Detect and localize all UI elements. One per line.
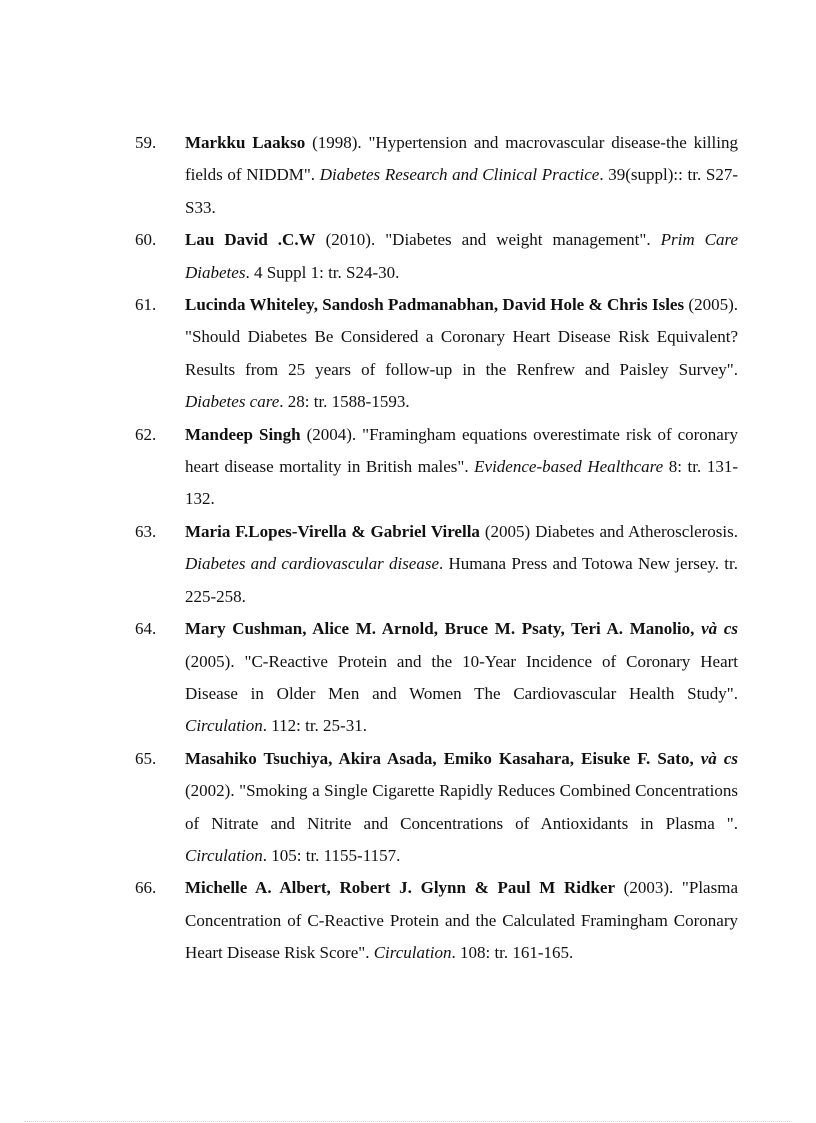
reference-authors: Lucinda Whiteley, Sandosh Padmanabhan, David Hole & Chris Isles xyxy=(185,295,685,315)
reference-title: (2005). "C-Reactive Protein and the 10-Year Incidence of Coronary Heart Disease in Older Men and Women The Cardiovascular Health Study". xyxy=(185,651,738,703)
reference-title: (2005) Diabetes and Atherosclerosis. xyxy=(479,521,738,541)
reference-journal: Diabetes care xyxy=(185,392,280,412)
reference-item xyxy=(0,127,816,224)
reference-item xyxy=(0,419,816,516)
reference-text xyxy=(185,516,738,613)
reference-pages: . 108: tr. 161-165. xyxy=(451,943,574,963)
reference-pages: . 105: tr. 1155-1157. xyxy=(262,845,401,865)
reference-number: 64. xyxy=(135,619,157,639)
reference-number: 66. xyxy=(135,878,157,898)
reference-number: 62. xyxy=(135,424,157,444)
reference-et-al: và cs xyxy=(693,748,738,768)
reference-list xyxy=(0,127,816,970)
reference-journal: Evidence-based Healthcare xyxy=(474,457,664,477)
reference-pages: . 39(suppl):: tr. S27-S33. xyxy=(185,165,738,217)
reference-title: (2002). "Smoking a Single Cigarette Rapidly Reduces Combined Concentrations of Nitrate and Nitrite and Concentrations of Antioxidants in Plasma ". xyxy=(185,781,738,833)
reference-number: 65. xyxy=(135,748,157,768)
reference-journal: Circulation xyxy=(185,716,263,736)
reference-authors: Mary Cushman, Alice M. Arnold, Bruce M. Psaty, Teri A. Manolio, xyxy=(185,619,695,639)
reference-text xyxy=(185,613,738,743)
reference-text xyxy=(185,224,738,289)
reference-pages: . 4 Suppl 1: tr. S24-30. xyxy=(245,262,400,282)
reference-pages: . Humana Press and Totowa New jersey. tr. 225-258. xyxy=(185,554,738,606)
reference-title: (2005). "Should Diabetes Be Considered a Coronary Heart Disease Risk Equivalent? Results from 25 years of follow-up in the Renfrew and Paisley Survey". xyxy=(185,295,738,379)
reference-number: 63. xyxy=(135,521,157,541)
reference-text xyxy=(185,289,738,419)
reference-text xyxy=(185,419,738,516)
reference-pages: 8: tr. 131-132. xyxy=(185,457,738,509)
reference-journal: Circulation xyxy=(185,845,263,865)
reference-authors: Mandeep Singh xyxy=(185,424,301,444)
reference-number: 60. xyxy=(135,230,157,250)
reference-text xyxy=(185,127,738,224)
reference-item xyxy=(0,743,816,873)
reference-authors: Michelle A. Albert, Robert J. Glynn & Paul M Ridker xyxy=(185,878,615,898)
reference-number: 59. xyxy=(135,133,157,152)
reference-journal: Prim Care Diabetes xyxy=(185,230,739,282)
reference-journal: Diabetes and cardiovascular disease xyxy=(185,554,440,574)
reference-item xyxy=(0,289,816,419)
reference-et-al: và cs xyxy=(694,619,738,639)
reference-text xyxy=(185,743,738,873)
reference-title: (2003). "Plasma Concentration of C-Reactive Protein and the Calculated Framingham Coronary Heart Disease Risk Score". xyxy=(185,878,738,963)
reference-item xyxy=(0,613,816,743)
reference-text xyxy=(185,872,738,969)
reference-authors: Masahiko Tsuchiya, Akira Asada, Emiko Kasahara, Eisuke F. Sato, xyxy=(185,748,694,768)
reference-pages: . 112: tr. 25-31. xyxy=(262,716,367,736)
reference-item xyxy=(0,872,816,969)
reference-authors: Lau David .C.W xyxy=(185,230,316,250)
reference-title: (1998). "Hypertension and macrovascular disease-the killing fields of NIDDM". xyxy=(185,133,738,185)
reference-title: (2004). "Framingham equations overestimate risk of coronary heart disease mortality in British males". xyxy=(185,424,739,477)
reference-item xyxy=(0,224,816,289)
reference-pages: . 28: tr. 1588-1593. xyxy=(279,392,410,412)
page-bottom-divider xyxy=(24,1121,792,1122)
reference-title: (2010). "Diabetes and weight management". xyxy=(315,230,661,250)
reference-journal: Diabetes Research and Clinical Practice xyxy=(319,165,600,185)
reference-number: 61. xyxy=(135,295,157,315)
reference-authors: Markku Laakso xyxy=(185,133,306,152)
reference-item xyxy=(0,516,816,613)
reference-authors: Maria F.Lopes-Virella & Gabriel Virella xyxy=(185,521,480,541)
reference-journal: Circulation xyxy=(373,943,452,963)
